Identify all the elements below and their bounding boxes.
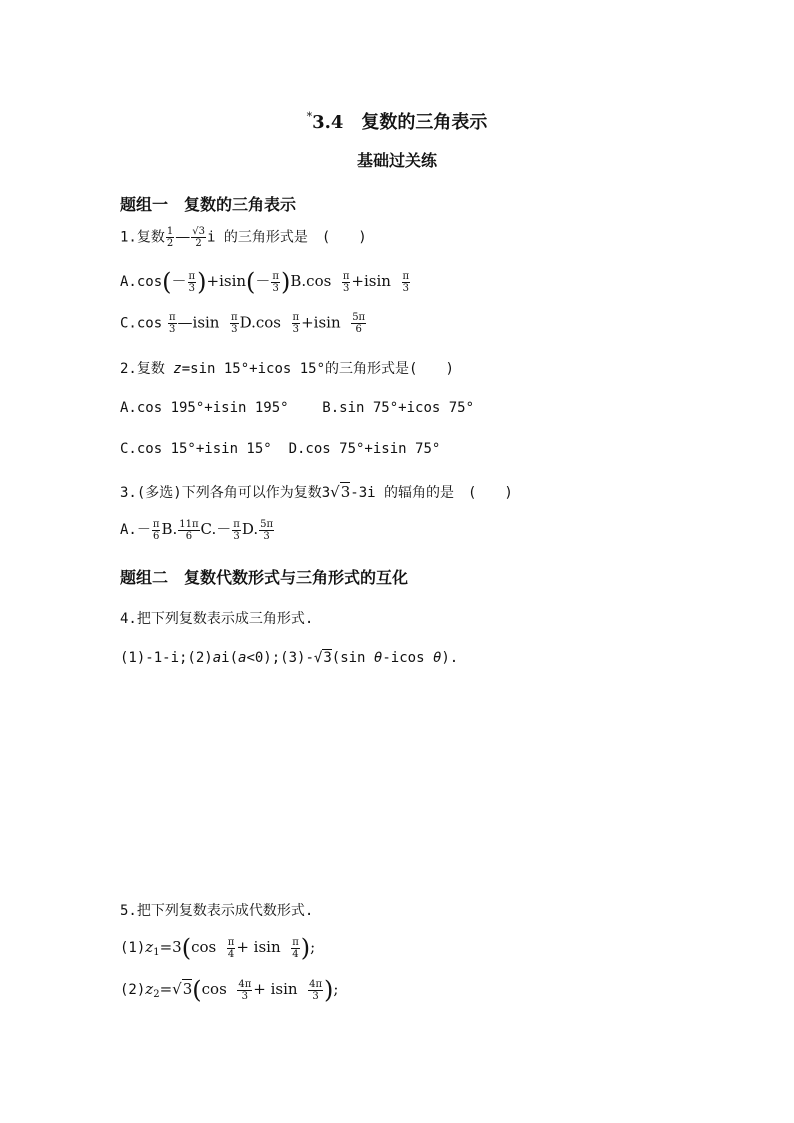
option-c-label: C.cos [120,315,163,332]
frac-num: π [342,270,350,282]
q3-option-a-frac [152,519,161,542]
q4-part2: i( [221,650,239,666]
option-d-label: D.cos [239,313,281,332]
option-b-label: B.cos [290,272,332,290]
isin-text: + isin [253,980,298,998]
frac-den: 6 [355,324,362,335]
fraction-4pi-3 [237,979,252,1002]
fraction-half [166,226,174,249]
frac-den: 4 [292,948,299,960]
q1-suffix: i 的三角形式是 ( ) [206,229,367,246]
variable-z: z [173,361,182,377]
isin-text: + isin [236,938,281,956]
q3-option-c-label: C.－ [200,520,232,538]
q2-rest: =sin 15°+icos 15°的三角形式是( ) [181,361,454,377]
q3-prefix: 3.(多选)下列各角可以作为复数3 [120,485,331,501]
radicand: 3 [198,226,205,237]
variable-z: z [145,980,154,998]
fraction-pi-3 [292,312,301,335]
frac-den: 3 [312,990,319,1002]
variable-theta: θ [432,650,442,666]
variable-theta: θ [373,650,383,666]
frac-den: 3 [292,324,299,335]
title-text: 3.4 复数的三角表示 [312,112,488,133]
question-5-stem: 5.把下列复数表示成代数形式. [120,903,314,919]
subscript: 2 [153,989,160,1000]
left-paren: ( [181,934,192,962]
group-heading-1: 题组一 复数的三角表示 [120,195,297,214]
equals-3: =3 [159,938,182,956]
equals-sign: = [159,980,173,998]
fraction-pi-3 [271,271,280,294]
subscript: 1 [153,947,160,958]
sqrt-3: √3 [313,650,332,666]
fraction-4pi-3 [308,979,323,1002]
frac-num: 5π [260,518,274,530]
cos-text: cos [191,938,217,956]
frac-den: 3 [402,282,409,294]
sqrt-3: √3 [330,483,351,501]
left-paren: ( [192,976,202,1004]
semicolon: ; [333,980,339,998]
page-title [0,108,794,134]
frac-num: 1 [166,226,174,237]
question-2-options-ab [120,400,474,416]
frac-den: 6 [185,530,193,542]
left-paren: ( [246,268,256,296]
q5-part2-prefix: (2) [120,982,146,998]
fraction-pi-3 [230,312,239,335]
q1-prefix: 1.复数 [120,229,165,246]
q3-rest: -3i 的辐角的是 ( ) [350,485,513,501]
isin-text: +isin [301,313,341,332]
fraction-pi-4 [227,937,236,960]
question-3-options [120,518,275,542]
q3-option-b-label: B. [161,520,178,538]
right-paren: ) [281,268,291,296]
frac-num: π [272,270,279,282]
frac-num: 11π [179,518,199,530]
variable-a: a [212,650,222,666]
variable-z: z [145,938,154,956]
q3-option-a-label: A.－ [120,522,151,538]
frac-den: 4 [227,948,235,960]
question-4-stem: 4.把下列复数表示成三角形式. [120,611,314,627]
question-3-stem [120,482,513,502]
question-1-stem [120,226,367,249]
question-4-parts [120,650,458,666]
q2-option-b: B.sin 75°+icos 75° [322,400,475,416]
semicolon: ; [310,938,316,956]
frac-den: 3 [272,282,279,294]
question-1-options-cd [120,312,367,335]
frac-num: 5π [352,312,366,323]
frac-den: 2 [166,238,174,249]
cos-text: cos [201,980,227,998]
q4-part6: ). [441,650,459,666]
frac-den: 3 [233,530,240,542]
question-5-part-2 [120,976,338,1004]
radicand: 3 [340,483,351,501]
q2-prefix: 2.复数 [120,361,174,377]
section-subtitle: 基础过关练 [356,151,437,170]
fraction-sqrt3-over-2 [191,226,206,249]
fraction-pi-3 [342,271,351,294]
frac-num: π [227,936,235,948]
frac-num: π [152,518,160,530]
right-paren: ) [324,976,334,1004]
q4-part4: (sin [331,650,374,666]
minus-sign: － [171,272,187,290]
group-heading-2: 题组二 复数代数形式与三角形式的互化 [120,568,409,587]
q3-option-b-frac [178,519,199,542]
frac-num: π [188,270,196,282]
question-2-stem [120,358,454,378]
q2-option-c: C.cos 15°+isin 15° [120,441,272,457]
fraction-pi-4 [291,937,300,960]
q4-part3: <0);(3)- [246,650,314,666]
frac-num: π [168,312,176,323]
frac-den: 2 [195,238,202,249]
variable-a: a [238,650,247,666]
fraction-pi-3 [168,312,177,335]
q4-part1: (1)-1-i;(2) [120,650,213,666]
frac-den: 3 [188,282,196,294]
minus-sign: － [255,272,271,290]
frac-num: π [292,936,299,948]
fraction-pi-3 [188,271,197,294]
option-a-label: A.cos [120,274,163,290]
frac-den: 6 [152,530,160,542]
frac-den: 3 [231,324,238,335]
q3-option-d-label: D. [241,520,259,538]
q4-part5: -icos [382,650,433,666]
right-paren: ) [197,268,207,296]
q3-option-d-frac [259,519,274,542]
q5-part1-prefix: (1) [120,940,146,956]
frac-den: 3 [263,530,270,542]
q3-option-c-frac [232,519,241,542]
frac-den: 3 [342,282,350,294]
left-paren: ( [162,268,172,296]
question-1-options-ab [120,268,411,296]
radicand: 3 [323,650,332,666]
frac-den: 3 [241,990,248,1002]
question-5-part-1 [120,934,315,962]
frac-den: 3 [169,324,176,335]
q2-option-a: A.cos 195°+isin 195° [120,400,289,416]
title-star: * [306,110,313,123]
right-paren: ) [300,934,311,962]
sqrt-3: √3 [172,980,193,998]
frac-num: π [233,518,240,530]
question-2-options-cd [120,441,440,457]
fraction-pi-3 [402,271,411,294]
minus-sign: — [175,227,191,246]
frac-num: √3 [192,226,205,237]
q2-option-d: D.cos 75°+isin 75° [288,441,441,457]
frac-num: 4π [309,978,323,990]
frac-num: π [402,270,410,282]
isin-text: —isin [177,313,220,332]
frac-num: 4π [238,978,252,990]
isin-text: +isin [206,272,247,290]
frac-num: π [231,312,238,323]
frac-num: π [292,312,300,323]
fraction-5pi-6 [351,312,366,335]
radicand: 3 [182,980,193,998]
isin-text: +isin [351,272,391,290]
